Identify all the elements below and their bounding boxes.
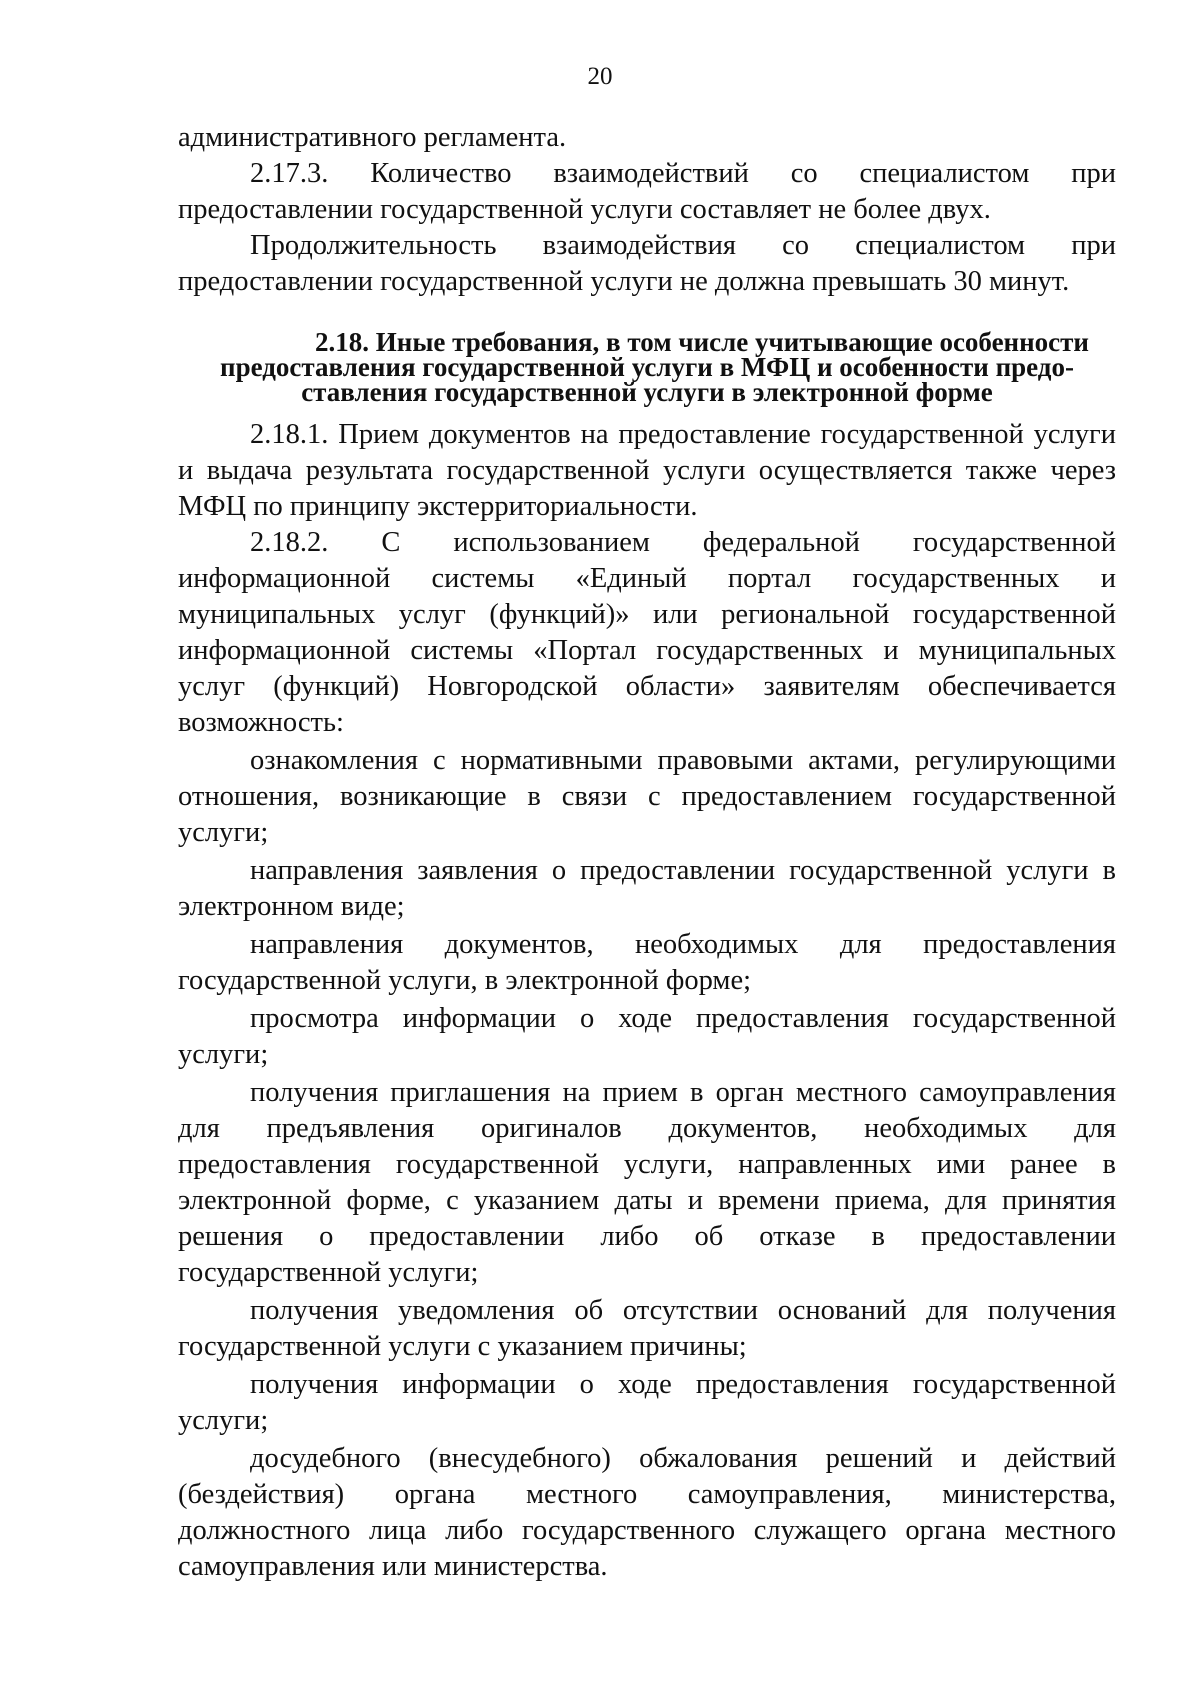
section-heading-line-1: 2.18. Иные требования, в том числе учитывающие особенности (315, 327, 1089, 357)
section-heading-2-18 (178, 327, 1116, 407)
page-number: 20 (587, 63, 613, 90)
list-item: получения информации о ходе предоставления государственной услуги; (178, 1369, 1116, 1436)
paragraph-2-17-3: 2.17.3. Количество взаимодействий со специалистом при предоставлении государственной услуги составляет не более двух. (178, 158, 1116, 225)
paragraph-2-18-1: 2.18.1. Прием документов на предоставление государственной услуги и выдача результата государственной услуги осуществляется также через МФЦ по принципу экстерриториальности. (178, 419, 1116, 522)
section-heading-line-2: предоставления государственной услуги в МФЦ и особенности предо- (220, 352, 1074, 382)
list-item: досудебного (внесудебного) обжалования решений и действий (бездействия) органа местного самоуправления, министерства, должностного лица либо государственного служащего органа местного самоуправления или министерства. (178, 1443, 1116, 1582)
paragraph-duration: Продолжительность взаимодействия со специалистом при предоставлении государственной услуги не должна превышать 30 минут. (178, 230, 1116, 297)
list-item: направления заявления о предоставлении государственной услуги в электронном виде; (178, 855, 1116, 922)
list-item: ознакомления с нормативными правовыми актами, регулирующими отношения, возникающие в связи с предоставлением государственной услуги; (178, 745, 1116, 848)
list-item: получения уведомления об отсутствии оснований для получения государственной услуги с указанием причины; (178, 1295, 1116, 1362)
section-heading-line-3: ставления государственной услуги в электронной форме (301, 377, 993, 407)
list-item: просмотра информации о ходе предоставления государственной услуги; (178, 1003, 1116, 1070)
paragraph-continuation: административного регламента. (178, 122, 567, 153)
paragraph-2-18-2: 2.18.2. С использованием федеральной государственной информационной системы «Единый портал государственных и муниципальных услуг (функций)» или региональной государственной информационной системы «Портал государственных и муниципальных услуг (функций) Новгородской области» заявителям обеспечивается возможность: (178, 527, 1116, 738)
document-body (178, 120, 1116, 1585)
list-item: получения приглашения на прием в орган местного самоуправления для предъявления оригиналов документов, необходимых для предоставления государственной услуги, направленных ими ранее в электронной форме, с указанием даты и времени приема, для принятия решения о предоставлении либо об отказе в предоставлении государственной услуги; (178, 1077, 1116, 1288)
list-item: направления документов, необходимых для предоставления государственной услуги, в электронной форме; (178, 929, 1116, 996)
